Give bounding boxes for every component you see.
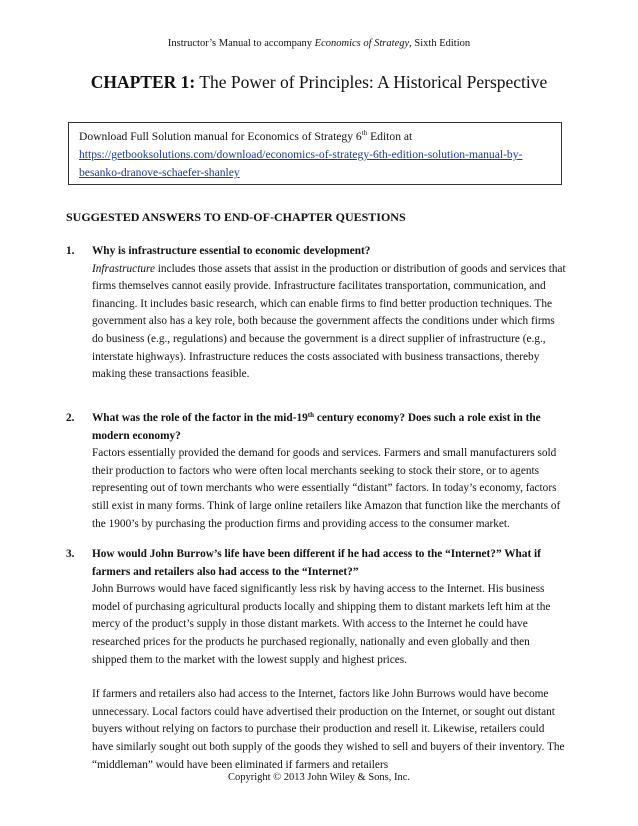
question-3 bbox=[66, 546, 566, 774]
answer-body: includes those assets that assist in the production or distribution of goods and services that firms themselves cannot easily provide. Infrastructure facilitates transportation, communication, and financing. It includes basic research, which can enable firms to find better production techniques. The government also has a key role, both because the government affects the conditions under which firms do business (e.g., regulations) and because the government is a direct supplier of infrastructure (e.g., interstate highways). Infrastructure reduces the costs associated with business transactions, thereby making these transactions feasible. bbox=[92, 262, 566, 381]
question-text-before: What was the role of the factor in the mid-19 bbox=[92, 412, 308, 424]
download-sup: th bbox=[361, 129, 368, 137]
header-prefix: Instructor’s Manual to accompany bbox=[167, 38, 315, 49]
running-header bbox=[0, 38, 638, 49]
question-text: How would John Burrow’s life have been different if he had access to the “Internet?” What if farmers and retailers also had access to the “Internet?” bbox=[92, 548, 541, 578]
copyright-footer: Copyright © 2013 John Wiley & Sons, Inc. bbox=[227, 772, 411, 783]
chapter-label: CHAPTER 1: bbox=[90, 72, 196, 92]
chapter-name: The Power of Principles: A Historical Perspective bbox=[195, 72, 548, 92]
answer-text: John Burrows would have faced significantly less risk by having access to the Internet. His business model of purchasing agricultural products locally and shipping them to distant markets left him at the mercy of the product’s supply in those distant markets. With access to the Internet he could have researched prices for the products he purchased regionally, nationally and even globally and then shipped them to the market with the lowest supply and highest prices. bbox=[92, 583, 551, 666]
answer-lead: Infrastructure bbox=[92, 262, 155, 275]
header-suffix: , Sixth Edition bbox=[409, 38, 471, 49]
download-link[interactable]: https://getbooksolutions.com/download/economics-of-strategy-6th-edition-solution-manual-by-besanko-dranove-schaefer-shanley bbox=[79, 148, 523, 179]
download-box bbox=[68, 122, 562, 185]
question-number: 3. bbox=[66, 548, 75, 560]
question-text: Why is infrastructure essential to economic development? bbox=[92, 245, 371, 257]
download-text-after: Editon at bbox=[367, 130, 413, 143]
answer-text: Factors essentially provided the demand for goods and services. Farmers and small manufacturers sold their production to factors who were often local merchants seeking to stock their store, or to agents representing out of town merchants who were essentially “distant” factors. In today’s economy, factors still exist in many forms. Think of large online retailers like Amazon that function like the merchants of the 1900’s by purchasing the production firms and providing access to the consumer market. bbox=[92, 447, 561, 530]
answer-text-2: If farmers and retailers also had access to the Internet, factors like John Burrows would have become unnecessary. Local factors could have advertised their production on the Internet, or sought out distant buyers without relying on factors to purchase their production and resell it. Likewise, retailers could have similarly sought out both supply of the goods they wished to sell and buyers of their inventory. The “middleman” would have been eliminated if farmers and retailers bbox=[92, 688, 565, 771]
question-number: 1. bbox=[66, 245, 75, 257]
chapter-title bbox=[0, 72, 638, 93]
question-number: 2. bbox=[66, 412, 75, 424]
download-text: Download Full Solution manual for Economics of Strategy 6 bbox=[79, 130, 362, 143]
question-text-after: century economy? Does such a role exist in the modern economy? bbox=[92, 412, 541, 442]
header-book-title: Economics of Strategy bbox=[314, 38, 410, 49]
question-1 bbox=[66, 243, 566, 384]
question-text bbox=[92, 410, 566, 445]
section-heading: SUGGESTED ANSWERS TO END-OF-CHAPTER QUESTIONS bbox=[66, 210, 406, 224]
answer-text bbox=[92, 261, 566, 384]
question-sup: th bbox=[307, 411, 315, 419]
question-2 bbox=[66, 410, 566, 533]
